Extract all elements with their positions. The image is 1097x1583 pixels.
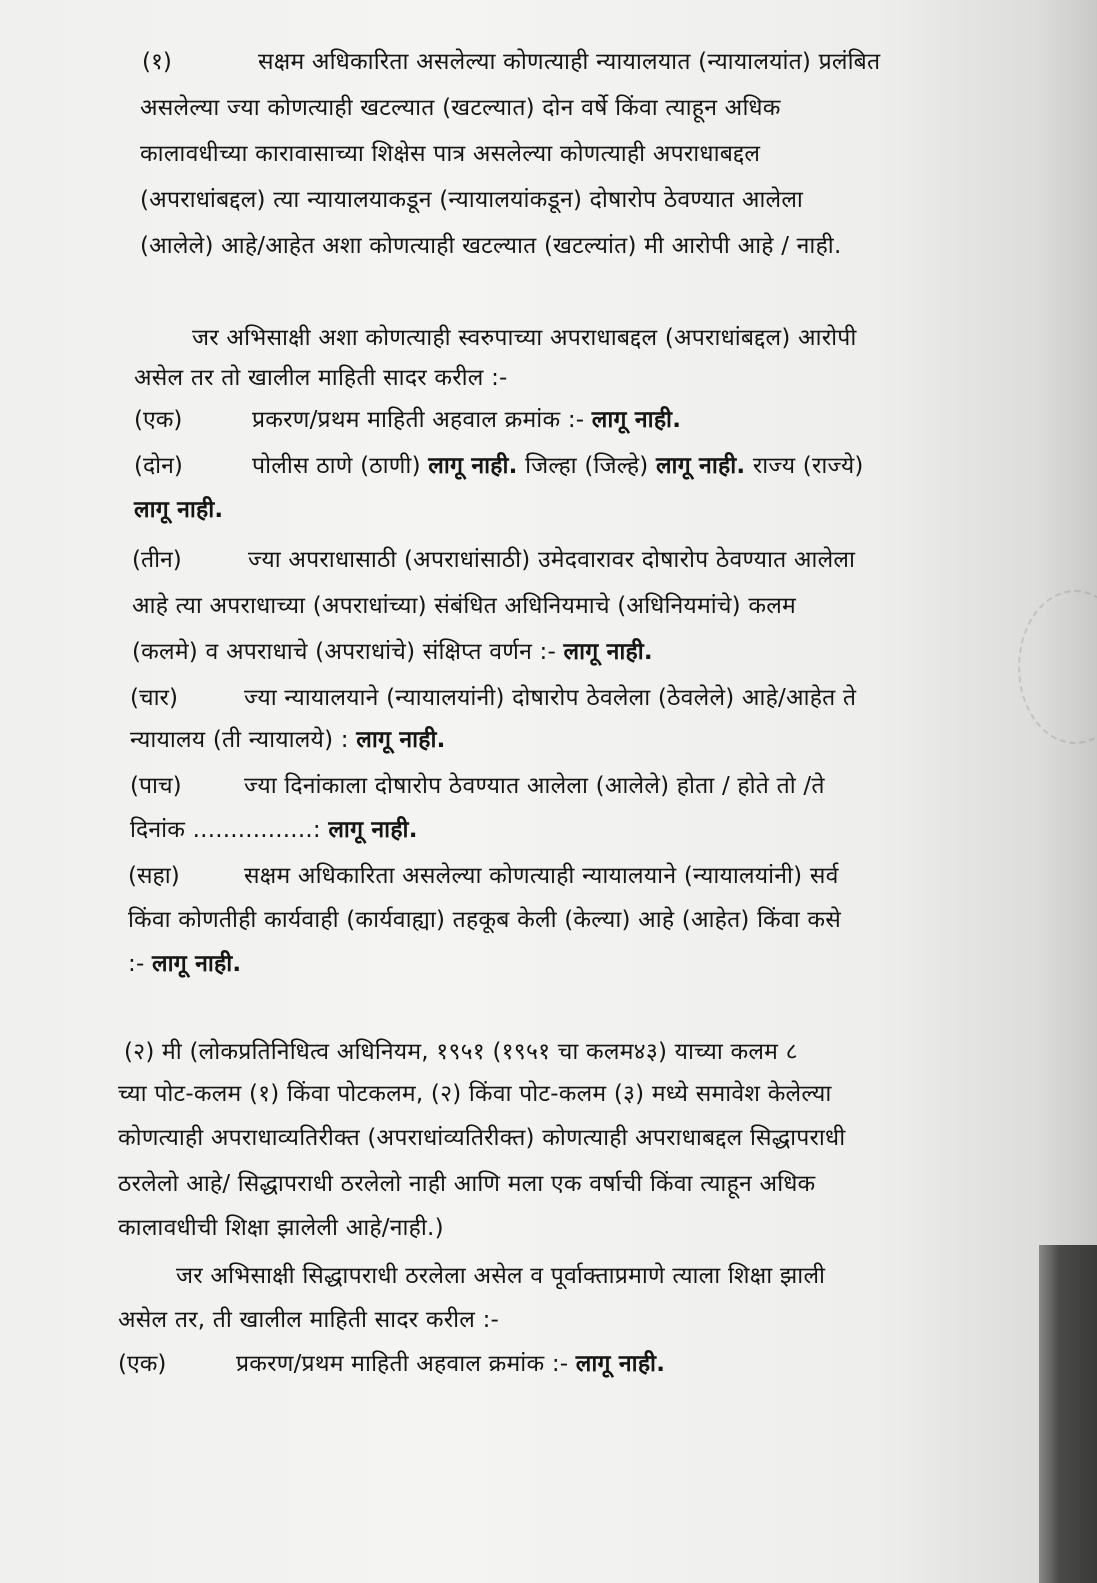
section-1-line-2: असलेल्या ज्या कोणत्याही खटल्यात (खटल्यात) दोन वर्षे किंवा त्याहून अधिक bbox=[140, 95, 781, 121]
item-ek-row bbox=[252, 404, 681, 436]
item-teen-row-3 bbox=[132, 636, 653, 668]
item-char-label: (चार) bbox=[130, 685, 178, 711]
item-pach-line-1: ज्या दिनांकाला दोषारोप ठेवण्यात आलेला (आलेले) होता / होते तो /ते bbox=[244, 773, 825, 799]
item-pach-line-2: दिनांक ................: bbox=[130, 817, 321, 843]
item-char-answer: लागू नाही. bbox=[356, 727, 446, 753]
state-answer: लागू नाही. bbox=[134, 497, 224, 523]
section-2-line-2: च्या पोट-कलम (१) किंवा पोटकलम, (२) किंवा पोट-कलम (३) मध्ये समावेश केलेल्या bbox=[118, 1081, 832, 1107]
section-1-marker: (१) bbox=[142, 49, 172, 75]
section-2-item-ek-answer: लागू नाही. bbox=[575, 1351, 666, 1377]
section-2-line-4: ठरलेलो आहे/ सिद्धापराधी ठरलेलो नाही आणि मला एक वर्षाची किंवा त्याहून अधिक bbox=[118, 1171, 816, 1197]
section-1-line-5: (आलेले) आहे/आहेत अशा कोणत्याही खटल्यात (खटल्यांत) मी आरोपी आहे / नाही. bbox=[140, 233, 842, 259]
item-pach-answer: लागू नाही. bbox=[328, 817, 418, 843]
item-char-line-2: न्यायालय (ती न्यायालये) : bbox=[130, 727, 349, 753]
page-edge-shadow bbox=[1039, 1245, 1097, 1583]
section-2-intro-2: असेल तर, ती खालील माहिती सादर करील :- bbox=[118, 1307, 500, 1333]
item-pach-label: (पाच) bbox=[130, 773, 182, 799]
item-saha-row-3 bbox=[128, 948, 241, 980]
section-2-item-ek-text: प्रकरण/प्रथम माहिती अहवाल क्रमांक :- bbox=[236, 1351, 569, 1377]
item-saha-label: (सहा) bbox=[128, 863, 180, 889]
item-saha-line-2: किंवा कोणतीही कार्यवाही (कार्यवाह्या) तहकूब केली (केल्या) आहे (आहेत) किंवा कसे bbox=[128, 907, 841, 933]
section-1-line-3: कालावधीच्या कारावासाच्या शिक्षेस पात्र असलेल्या कोणत्याही अपराधाबद्दल bbox=[140, 141, 761, 167]
item-teen-answer: लागू नाही. bbox=[563, 639, 653, 665]
district-label: जिल्हा (जिल्हे) bbox=[525, 453, 649, 479]
section-2-line-1: (२) मी (लोकप्रतिनिधित्व अधिनियम, १९५१ (१९५१ चा कलम४३) याच्या कलम ८ bbox=[124, 1039, 798, 1065]
item-ek-text: प्रकरण/प्रथम माहिती अहवाल क्रमांक :- bbox=[252, 407, 585, 433]
item-teen-line-3: (कलमे) व अपराधाचे (अपराधांचे) संक्षिप्त वर्णन :- bbox=[132, 639, 556, 665]
section-2-line-5: कालावधीची शिक्षा झालेली आहे/नाही.) bbox=[118, 1215, 444, 1241]
section-2-intro-1: जर अभिसाक्षी सिद्धापराधी ठरलेला असेल व पूर्वाक्ताप्रमाणे त्याला शिक्षा झाली bbox=[176, 1263, 826, 1289]
section-1-line-4: (अपराधांबद्दल) त्या न्यायालयाकडून (न्यायालयांकडून) दोषारोप ठेवण्यात आलेला bbox=[140, 187, 804, 213]
police-station-label: पोलीस ठाणे (ठाणी) bbox=[252, 453, 421, 479]
faded-stamp bbox=[1018, 590, 1097, 744]
police-station-answer: लागू नाही. bbox=[428, 453, 518, 479]
section-1-line-1: सक्षम अधिकारिता असलेल्या कोणत्याही न्यायालयात (न्यायालयांत) प्रलंबित bbox=[258, 49, 881, 75]
item-teen-label: (तीन) bbox=[132, 547, 182, 573]
item-saha-line-3: :- bbox=[128, 951, 145, 977]
section-1-intro-2: असेल तर तो खालील माहिती सादर करील :- bbox=[134, 365, 508, 391]
item-pach-row-2 bbox=[130, 814, 418, 846]
item-saha-line-1: सक्षम अधिकारिता असलेल्या कोणत्याही न्यायालयाने (न्यायालयांनी) सर्व bbox=[244, 863, 839, 889]
section-2-item-ek-row bbox=[236, 1348, 665, 1380]
item-saha-answer: लागू नाही. bbox=[151, 951, 242, 977]
item-ek-label: (एक) bbox=[134, 407, 183, 433]
item-don-label: (दोन) bbox=[134, 453, 183, 479]
item-teen-line-2: आहे त्या अपराधाच्या (अपराधांच्या) संबंधित अधिनियमाचे (अधिनियमांचे) कलम bbox=[132, 593, 796, 619]
section-1-intro-1: जर अभिसाक्षी अशा कोणत्याही स्वरुपाच्या अपराधाबद्दल (अपराधांबद्दल) आरोपी bbox=[192, 325, 857, 351]
section-2-item-ek-label: (एक) bbox=[118, 1351, 167, 1377]
district-answer: लागू नाही. bbox=[655, 453, 746, 479]
item-char-row-2 bbox=[130, 724, 446, 756]
state-label: राज्य (राज्ये) bbox=[752, 453, 864, 479]
section-2-line-3: कोणत्याही अपराधाव्यतिरीक्त (अपराधांव्यतिरीक्त) कोणत्याही अपराधाबद्दल सिद्धापराधी bbox=[118, 1125, 846, 1151]
item-don-row bbox=[252, 450, 864, 482]
item-teen-line-1: ज्या अपराधासाठी (अपराधांसाठी) उमेदवारावर दोषारोप ठेवण्यात आलेला bbox=[248, 547, 856, 573]
item-ek-answer: लागू नाही. bbox=[591, 407, 682, 433]
item-char-line-1: ज्या न्यायालयाने (न्यायालयांनी) दोषारोप ठेवलेला (ठेवलेले) आहे/आहेत ते bbox=[244, 685, 857, 711]
